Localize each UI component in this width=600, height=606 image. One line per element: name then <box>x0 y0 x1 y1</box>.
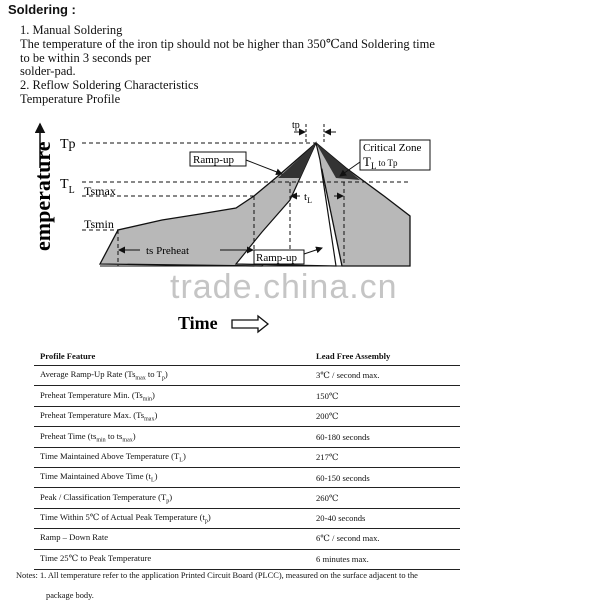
row-feature: Time 25℃ to Peak Temperature <box>34 549 310 569</box>
intro-line-reflow: 2. Reflow Soldering Characteristics <box>20 78 199 93</box>
row-value: 60-150 seconds <box>310 467 460 487</box>
tsmin-level-label: Tsmin <box>84 217 114 231</box>
header-feature: Profile Feature <box>34 347 310 366</box>
section-heading: Soldering : <box>8 2 76 17</box>
tsmax-level-label: Tsmax <box>84 184 116 198</box>
notes-line-1: Notes: 1. All temperature refer to the application Printed Circuit Board (PLCC), measured on the surface adjacent to the <box>16 571 418 580</box>
row-value: 217℃ <box>310 447 460 467</box>
row-feature: Preheat Time ($ts_{min}$ to $ts_{max}$) <box>34 427 310 447</box>
table-header-row <box>34 347 460 366</box>
row-value: 60-180 seconds <box>310 427 460 447</box>
watermark: trade.china.cn <box>170 268 398 306</box>
table-row <box>34 406 460 426</box>
x-axis-arrow <box>232 316 268 332</box>
table-row <box>34 508 460 528</box>
intro-line-profile: Temperature Profile <box>20 91 121 106</box>
profile-spec-table <box>34 347 460 570</box>
row-feature: Preheat Temperature Min. $(Ts_{min})$ <box>34 386 310 406</box>
row-feature: Ramp – Down Rate <box>34 529 310 549</box>
table-row <box>34 529 460 549</box>
intro-line-manual: 1. Manual Soldering <box>20 23 123 37</box>
x-axis-label: Time <box>178 313 218 333</box>
row-feature: Preheat Temperature Max. $(Ts_{max})$ <box>34 406 310 426</box>
row-value: 20-40 seconds <box>310 508 460 528</box>
row-feature: Time Maintained Above Temperature $(T_L)$ <box>34 447 310 467</box>
tp-duration-label: tp <box>292 120 300 131</box>
row-value: 200℃ <box>310 406 460 426</box>
tp-level-label: Tp <box>60 137 76 152</box>
preheat-label: ts Preheat <box>146 245 190 257</box>
header-value: Lead Free Assembly <box>310 347 460 366</box>
intro-line-time: to be within 3 seconds per <box>20 50 151 65</box>
critical-zone-label: Critical Zone <box>363 142 422 154</box>
notes <box>16 566 418 606</box>
table-row <box>34 386 460 406</box>
table-row <box>34 467 460 487</box>
tl-duration-label: $t_L$ <box>304 191 312 205</box>
intro-text <box>20 24 435 107</box>
y-axis-label: emperature <box>30 141 55 251</box>
row-value: 3℃ / second max. <box>310 366 460 386</box>
table-row <box>34 366 460 386</box>
tl-level-label: $T_L$ <box>60 177 75 196</box>
intro-line-solder-pad: solder-pad. <box>20 64 76 79</box>
row-value: 150℃ <box>310 386 460 406</box>
row-value: 6 minutes max. <box>310 549 460 569</box>
table-row <box>34 427 460 447</box>
ramp-up-label-2: Ramp-up <box>256 252 297 264</box>
ramp-up-label-1: Ramp-up <box>193 154 234 166</box>
critical-zone-range: $T_L$ $^{to}$ Tp <box>363 154 398 171</box>
table-row <box>34 447 460 467</box>
row-value: 6℃ / second max. <box>310 529 460 549</box>
row-feature: Time Within 5℃ of Actual Peak Temperature $(t_p)$ <box>34 508 310 528</box>
temperature-profile-diagram <box>0 116 460 342</box>
row-feature: Average Ramp-Up Rate ($Ts_{max}$ to $T_p$) <box>34 366 310 386</box>
row-feature: Time Maintained Above Time $(t_L)$ <box>34 467 310 487</box>
table-row <box>34 488 460 508</box>
row-feature: Peak / Classification Temperature $(T_p)$ <box>34 488 310 508</box>
ramp-up-pointer-1 <box>246 160 282 174</box>
notes-line-2: package body. <box>46 591 94 600</box>
row-value: 260℃ <box>310 488 460 508</box>
intro-line-iron-temp: The temperature of the iron tip should not be higher than 350℃and Soldering time <box>20 36 435 51</box>
